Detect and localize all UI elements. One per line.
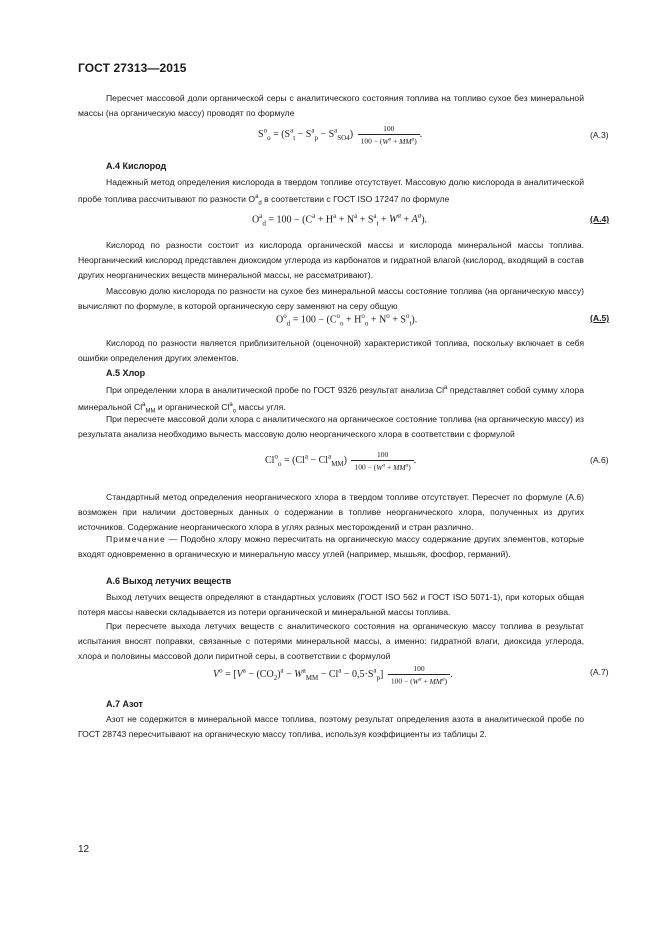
paragraph-chlorine-recalc: При пересчете массовой доли хлора с аналитического на органическое состояние топлива (на органическую массу) из результата анализа необходимо вычесть массовую долю неорганического хлора в соответствии с формулой: [78, 414, 584, 440]
section-heading-a5: А.5 Хлор: [106, 368, 146, 378]
equation-number-a4: (A.4): [590, 214, 610, 224]
page-number: 12: [78, 844, 90, 855]
paragraph-oxygen-approx: Кислород по разности является приблизительной (оценочной) характеристикой топлива, поскольку включает в себя ошибки определения других элементов.: [78, 338, 584, 364]
paragraph-oxygen-composition: Кислород по разности состоит из кислорода органической массы и кислорода минеральной массы топлива. Неорганический кислород представлен диоксидом углерода из карбонатов и гидратной влагой (кислород, входящий в состав других неорганических веществ минеральной массы, не рассматривают).: [78, 240, 584, 281]
formula-a6-numerator: 100: [351, 450, 413, 461]
paragraph-chlorine-analysis: При определении хлора в аналитической пробе по ГОСТ 9326 результат анализа Cl$^a$ представляет собой сумму хлора минеральной $Cl^a_{MM}$ и органической $Cl^a_o$ массы угля.: [78, 384, 584, 415]
formula-a4: $O^a_d = 100 - (C^a + H^a + N^a + S^a_t + W^a + A^a)$.: [252, 212, 428, 228]
section-heading-a4: А.4 Кислород: [106, 161, 167, 171]
equation-number-a6: (A.6): [590, 455, 609, 465]
document-header: ГОСТ 27313—2015: [78, 61, 187, 75]
equation-number-a5: (A.5): [590, 313, 610, 323]
paragraph-sulfur-recalc: Пересчет массовой доли органической серы с аналитического состояния топлива на топливо сухое без минеральной массы (на органическую массу) проводят по формуле: [78, 93, 584, 119]
note-label: Примечание: [106, 534, 166, 544]
paragraph-volatiles-recalc: При пересчете выхода летучих веществ с аналитического состояния на органическую массу топлива в результат испытания вносят поправки, связанные с потерями минеральной массы, а именно: гидратной влаги, диоксида углерода, хлора и половины массовой доли пиритной серы, в соответствии с формулой: [78, 621, 584, 662]
formula-a7-numerator: 100: [388, 664, 450, 675]
note-paragraph: Примечание — Подобно хлору можно пересчитать на органическую массу содержание других элементов, которые входят одновременно в органическую и минеральную массу углей (например, мышьяк, фосфор, германий).: [78, 534, 584, 560]
formula-a5: $O^o_d = 100 - (C^o_o + H^o_o + N^o + S^o_t)$.: [276, 312, 418, 328]
paragraph-nitrogen: Азот не содержится в минеральной массе топлива, поэтому результат определения азота в аналитической пробе по ГОСТ 28743 пересчитывают на органическую массу топлива, используя коэффициенты из таблицы 2.: [78, 714, 584, 740]
formula-a3: $S^o_o = (S^a_t - S^a_p - S^a_{SO4})$ $\frac{100}{100 - (W^a + MM^a)}$ .: [258, 124, 423, 146]
paragraph-volatiles: Выход летучих веществ определяют в стандартных условиях (ГОСТ ISO 562 и ГОСТ ISO 5071-1), при которых общая потеря массы навески складывается из потери органической и минеральной массы топлива.: [78, 592, 584, 618]
equation-number-a3: (A.3): [590, 130, 609, 140]
formula-a3-numerator: 100: [358, 124, 420, 135]
section-heading-a6: А.6 Выход летучих веществ: [106, 576, 232, 586]
equation-number-a7: (A.7): [590, 667, 609, 677]
formula-a6: $Cl^o_o = (Cl^a - Cl^a_{MM})$ $\frac{100}{100 - (W^a + MM^a)}$ .: [265, 450, 417, 472]
section-heading-a7: А.7 Азот: [106, 699, 143, 709]
paragraph-oxygen-method: Надежный метод определения кислорода в твердом топливе отсутствует. Массовую долю кислорода в аналитической пробе топлива рассчитывают по разности $O^a_d$ в соответствии с ГОСТ ISO 17247 по формуле: [78, 177, 584, 207]
formula-a7: $V^o = [V^a - (CO_2)^a - W^a_{MM} - Cl^a - 0,5\cdot S^a_p]$ $\frac{100}{100 - (W^a + MM^a)}$ .: [213, 664, 453, 686]
paragraph-oxygen-organic: Массовую долю кислорода по разности на сухое без минеральной массы состояние топлива (на органическую массу) вычисляют по формуле, в которой органическую серу заменяют на серу общую: [78, 286, 584, 312]
paragraph-inorganic-chlorine: Стандартный метод определения неорганического хлора в твердом топливе отсутствует. Пересчет по формуле (А.6) возможен при наличии достоверных данных о содержании в топливе неорганического хлора, полученных из других источников. Содержание неорганического хлора в углях разных месторождений и стран различно.: [78, 492, 584, 533]
